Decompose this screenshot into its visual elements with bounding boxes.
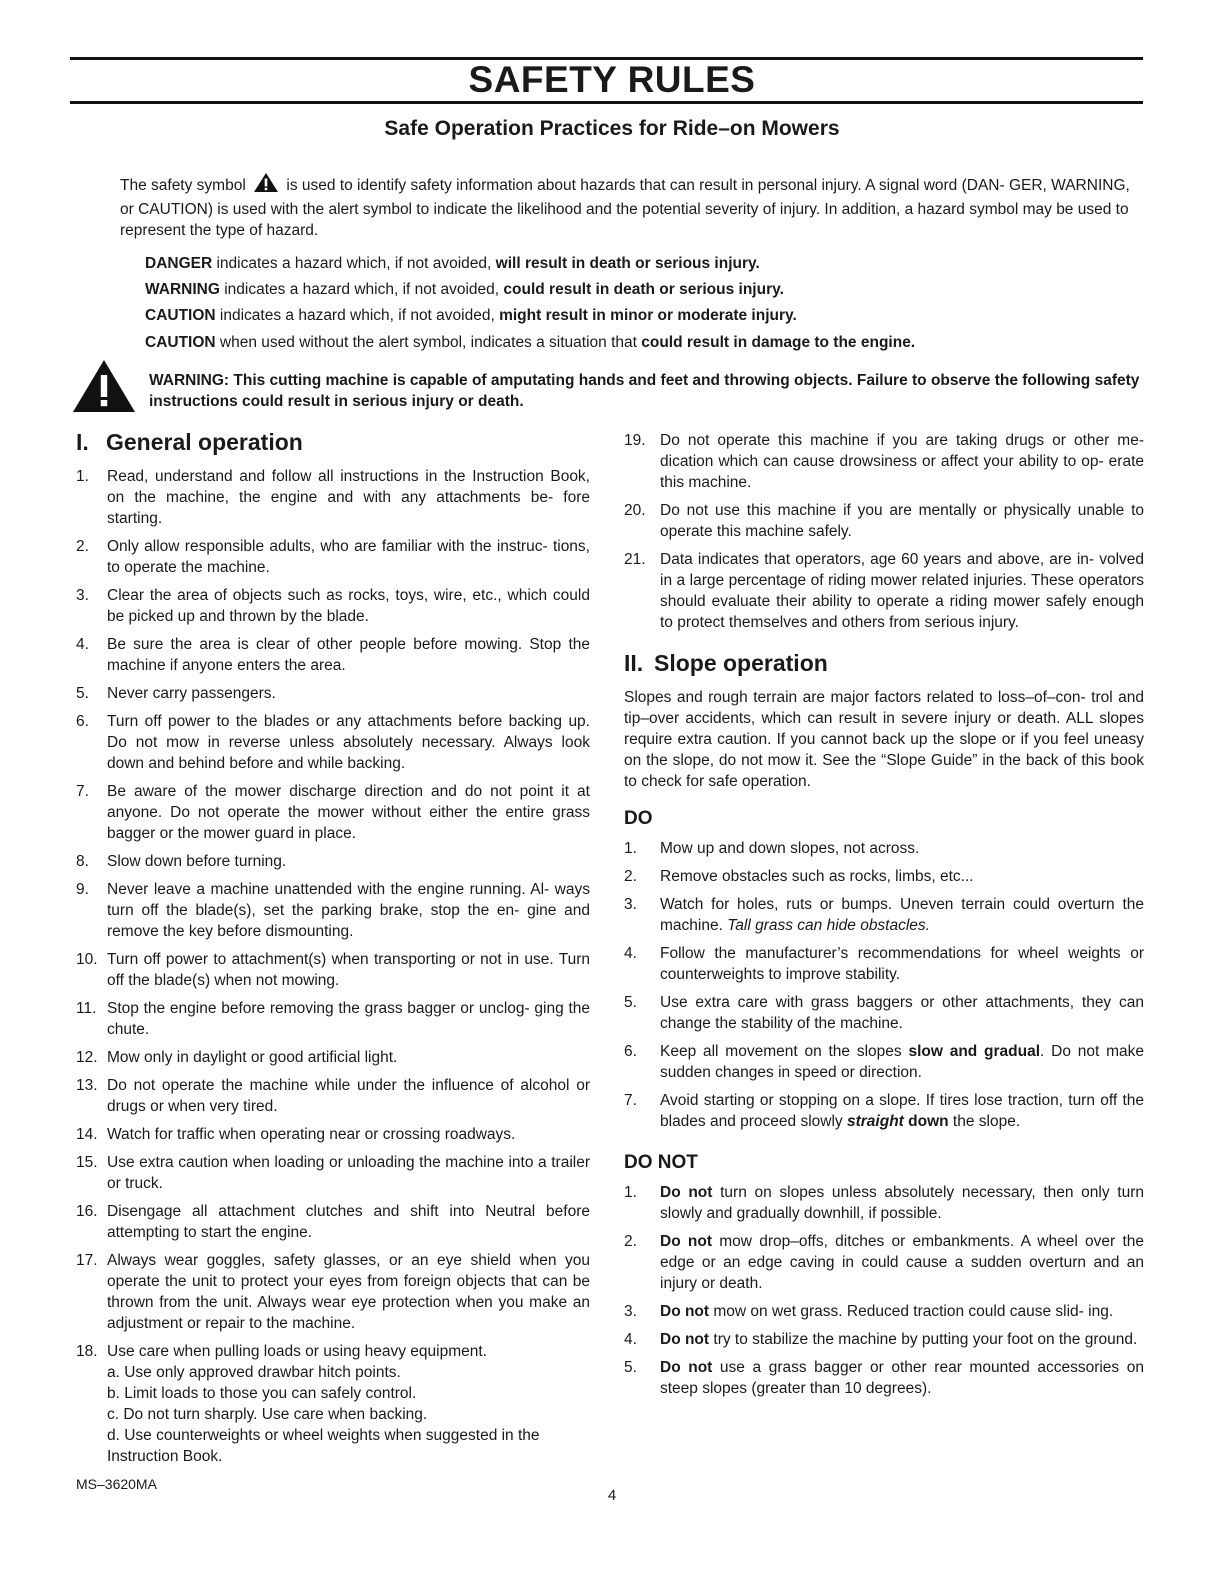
- list-item: [76, 683, 590, 704]
- signal-text: indicates a hazard which, if not avoided,: [212, 255, 496, 272]
- item-text: Slow down before turning.: [107, 853, 287, 870]
- item-number: 3.: [624, 1303, 637, 1320]
- item-text: turn on slopes unless absolutely necessary, then only turn slowly and gradually downhill, if possible.: [660, 1184, 1144, 1222]
- item-number: 6.: [76, 713, 89, 730]
- item-text-bold: down: [903, 1113, 949, 1130]
- item-text-bold: slow and gradual: [908, 1043, 1041, 1060]
- list-item: [624, 500, 1144, 542]
- item-number: 4.: [624, 1331, 637, 1348]
- item-text: Follow the manufacturer’s recommendations for wheel weights or counterweights to improve stability.: [660, 945, 1144, 983]
- item-number: 7.: [624, 1092, 637, 1109]
- item-text: Do not use this machine if you are mentally or physically unable to operate this machine safely.: [660, 502, 1144, 540]
- list-item: [76, 466, 590, 529]
- general-rules-list: [76, 466, 590, 1467]
- signal-word: DANGER: [145, 255, 213, 272]
- item-text: Be aware of the mower discharge direction and do not point it at anyone. Do not operate the mower without either the entire grass bagger or the mower guard in place.: [107, 783, 590, 842]
- item-text: Clear the area of objects such as rocks, toys, wire, etc., which could be picked up and thrown by the blade.: [107, 587, 590, 625]
- signal-word: CAUTION: [145, 307, 216, 325]
- item-number: 1.: [76, 468, 89, 485]
- sub-item: d. Use counterweights or wheel weights when suggested in the Instruction Book.: [107, 1427, 540, 1465]
- item-text: Remove obstacles such as rocks, limbs, etc...: [660, 868, 974, 885]
- item-text: Do not operate this machine if you are taking drugs or other me- dication which can cause drowsiness or affect your ability to op- erate this machine.: [660, 432, 1144, 491]
- sub-item: b. Limit loads to those you can safely control.: [107, 1385, 417, 1402]
- list-item: [624, 838, 1144, 859]
- item-number: 5.: [624, 994, 637, 1011]
- item-text: Never leave a machine unattended with the engine running. Al- ways turn off the blade(s), set the parking brake, stop the en- gine and remove the key before dismounting.: [107, 881, 590, 940]
- item-text-bold-italic: straight: [846, 1113, 904, 1130]
- item-number: 1.: [624, 1184, 637, 1201]
- item-text-bold: Do not: [660, 1303, 710, 1320]
- intro-text-start: The safety symbol: [120, 177, 246, 194]
- warning-triangle-icon: [254, 173, 278, 199]
- item-number: 10.: [76, 951, 98, 968]
- item-text: Always wear goggles, safety glasses, or an eye shield when you operate the unit to protect your eyes from foreign objects that can be thrown from the unit. Always wear eye protection when you make an adjustment or repair to the machine.: [107, 1252, 590, 1332]
- signal-result: will result in death or serious injury.: [495, 255, 760, 272]
- list-item: [76, 585, 590, 627]
- item-text: Watch for holes, ruts or bumps. Uneven terrain could overturn the machine.: [660, 896, 1144, 934]
- list-item: [76, 879, 590, 942]
- item-number: 18.: [76, 1343, 98, 1360]
- item-number: 20.: [624, 502, 646, 519]
- item-text: Only allow responsible adults, who are familiar with the instruc- tions, to operate the machine.: [107, 538, 590, 576]
- section-number: II.: [624, 650, 644, 676]
- signal-word-list: [145, 251, 1145, 356]
- item-number: 17.: [76, 1252, 98, 1269]
- item-text: Never carry passengers.: [107, 685, 276, 702]
- item-number: 11.: [76, 1000, 97, 1017]
- warning-statement: WARNING: This cutting machine is capable of amputating hands and feet and throwing objects. Failure to observe the following safety instructions could result in serious injury or death.: [149, 372, 1140, 410]
- item-text: Keep all movement on the slopes: [660, 1043, 909, 1060]
- signal-result: might result in minor or moderate injury.: [499, 307, 797, 325]
- item-text: mow on wet grass. Reduced traction could cause slid- ing.: [709, 1303, 1114, 1320]
- item-number: 4.: [76, 636, 89, 653]
- item-number: 3.: [76, 587, 89, 604]
- item-text: Disengage all attachment clutches and shift into Neutral before attempting to start the engine.: [107, 1203, 590, 1241]
- do-heading: DO: [624, 808, 653, 829]
- item-text: Mow only in daylight or good artificial light.: [107, 1049, 398, 1066]
- list-item: [624, 866, 1144, 887]
- item-number: 16.: [76, 1203, 98, 1220]
- signal-result: could result in death or serious injury.: [503, 281, 784, 299]
- section-title: Slope operation: [654, 650, 828, 676]
- item-number: 6.: [624, 1043, 637, 1060]
- item-text: try to stabilize the machine by putting your foot on the ground.: [709, 1331, 1138, 1348]
- list-item: [76, 1250, 590, 1334]
- list-item: [624, 549, 1144, 633]
- list-item: [76, 1047, 590, 1068]
- general-rules-list-continued: [624, 430, 1144, 633]
- list-item: [76, 711, 590, 774]
- left-column: [76, 426, 590, 1474]
- list-item: [76, 536, 590, 578]
- list-item: [76, 1124, 590, 1145]
- list-item: [624, 1231, 1144, 1294]
- item-number: 5.: [76, 685, 89, 702]
- list-item: [624, 1041, 1144, 1083]
- item-number: 4.: [624, 945, 637, 962]
- list-item: [624, 1357, 1144, 1399]
- document-code: MS–3620MA: [76, 1476, 157, 1492]
- list-item: [624, 943, 1144, 985]
- list-item: [624, 894, 1144, 936]
- list-item: [76, 1075, 590, 1117]
- section-number: I.: [76, 429, 89, 455]
- intro-paragraph: [120, 173, 1144, 242]
- list-item: [76, 1152, 590, 1194]
- item-number: 12.: [76, 1049, 98, 1066]
- signal-caution-engine: [145, 330, 1145, 356]
- item-text: Be sure the area is clear of other people before mowing. Stop the machine if anyone enters the area.: [107, 636, 590, 674]
- item-number: 2.: [76, 538, 89, 555]
- item-text: Read, understand and follow all instructions in the Instruction Book, on the machine, the engine and with any attachments be- fore starting.: [107, 468, 590, 527]
- item-number: 3.: [624, 896, 637, 913]
- item-text: Watch for traffic when operating near or crossing roadways.: [107, 1126, 516, 1143]
- section-heading-slope: [624, 647, 1144, 679]
- signal-danger: [145, 251, 1145, 277]
- item-number: 14.: [76, 1126, 98, 1143]
- list-item: [76, 1201, 590, 1243]
- do-not-list: [624, 1182, 1144, 1399]
- signal-result: could result in damage to the engine.: [641, 333, 916, 351]
- item-number: 5.: [624, 1359, 637, 1376]
- item-text: Stop the engine before removing the grass bagger or unclog- ging the chute.: [107, 1000, 590, 1038]
- list-item: [76, 781, 590, 844]
- signal-text: indicates a hazard which, if not avoided,: [219, 281, 504, 299]
- list-item: [624, 430, 1144, 493]
- item-text: use a grass bagger or other rear mounted accessories on steep slopes (greater than 10 degrees).: [660, 1359, 1144, 1397]
- warning-triangle-icon: [73, 360, 135, 417]
- right-column: [624, 430, 1144, 1406]
- section-title: General operation: [106, 429, 303, 455]
- item-text: Use care when pulling loads or using heavy equipment.: [107, 1343, 487, 1360]
- list-item: [624, 1182, 1144, 1224]
- intro-text-rest: is used to identify safety information about hazards that can result in personal injury. A signal word (DAN- GER, WARNING, or CAUTION) is used with the alert symbol to indicate the likelihood and the potential severity of injury. In addition, a hazard symbol may be used to represent the type of hazard.: [120, 177, 1130, 239]
- list-item: [76, 851, 590, 872]
- list-item: [76, 1341, 590, 1467]
- item-number: 9.: [76, 881, 89, 898]
- signal-word: WARNING: [145, 281, 220, 299]
- page-subtitle: Safe Operation Practices for Ride–on Mowers: [384, 117, 840, 140]
- sub-list: [107, 1362, 590, 1467]
- item-text: Mow up and down slopes, not across.: [660, 840, 920, 857]
- item-number: 21.: [624, 551, 646, 568]
- list-item: [624, 1090, 1144, 1132]
- signal-caution: [145, 303, 1145, 329]
- item-text-bold: Do not: [660, 1184, 713, 1201]
- item-text-bold: Do not: [660, 1233, 713, 1250]
- list-item: [624, 1329, 1144, 1350]
- signal-text: indicates a hazard which, if not avoided,: [215, 307, 500, 325]
- do-not-heading: DO NOT: [624, 1152, 698, 1173]
- page-number: 4: [607, 1487, 617, 1504]
- list-item: [76, 949, 590, 991]
- item-text: Do not operate the machine while under the influence of alcohol or drugs or when very tired.: [107, 1077, 590, 1115]
- list-item: [76, 634, 590, 676]
- signal-warning: [145, 277, 1145, 303]
- list-item: [624, 1301, 1144, 1322]
- item-text: Use extra caution when loading or unloading the machine into a trailer or truck.: [107, 1154, 590, 1192]
- do-list: [624, 838, 1144, 1132]
- list-item: [76, 998, 590, 1040]
- item-number: 2.: [624, 1233, 637, 1250]
- item-number: 1.: [624, 840, 637, 857]
- item-text-bold: Do not: [660, 1359, 713, 1376]
- signal-text: when used without the alert symbol, indicates a situation that: [215, 333, 642, 351]
- item-text: Use extra care with grass baggers or other attachments, they can change the stability of the machine.: [660, 994, 1144, 1032]
- item-number: 19.: [624, 432, 646, 449]
- item-text: Turn off power to attachment(s) when transporting or not in use. Turn off the blade(s) when not mowing.: [107, 951, 590, 989]
- title-rule: [70, 101, 1143, 104]
- page-title: SAFETY RULES: [468, 59, 756, 100]
- item-text: Data indicates that operators, age 60 years and above, are in- volved in a large percentage of riding mower related injuries. These operators should evaluate their ability to operate a riding mower safely enough to protect themselves and others from serious injury.: [660, 551, 1144, 631]
- item-number: 8.: [76, 853, 89, 870]
- sub-item: a. Use only approved drawbar hitch points.: [107, 1364, 401, 1381]
- item-number: 7.: [76, 783, 89, 800]
- item-text: mow drop–offs, ditches or embankments. A wheel over the edge or an edge caving in could cause a sudden overturn and an injury or death.: [660, 1233, 1144, 1292]
- sub-item: c. Do not turn sharply. Use care when backing.: [107, 1406, 428, 1423]
- section-heading-general: [76, 426, 590, 458]
- item-text: . Do not make sudden changes in speed or direction.: [660, 1043, 1145, 1081]
- item-text: Turn off power to the blades or any attachments before backing up. Do not mow in reverse unless absolutely necessary. Always look down and behind before and while backing.: [107, 713, 590, 772]
- item-number: 13.: [76, 1077, 98, 1094]
- item-text-bold: Do not: [660, 1331, 710, 1348]
- item-text-italic: Tall grass can hide obstacles.: [727, 917, 930, 934]
- item-text: Avoid starting or stopping on a slope. If tires lose traction, turn off the blades and proceed slowly: [660, 1092, 1144, 1130]
- signal-word: CAUTION: [145, 333, 216, 351]
- list-item: [624, 992, 1144, 1034]
- slope-paragraph: Slopes and rough terrain are major factors related to loss–of–con- trol and tip–over accidents, which can result in severe injury or death. ALL slopes require extra caution. If you cannot back up the slope or if you feel uneasy on the slope, do not mow it. See the “Slope Guide” in the back of this book to check for safe operation.: [624, 689, 1144, 790]
- item-text: the slope.: [948, 1113, 1021, 1130]
- item-number: 15.: [76, 1154, 98, 1171]
- item-number: 2.: [624, 868, 637, 885]
